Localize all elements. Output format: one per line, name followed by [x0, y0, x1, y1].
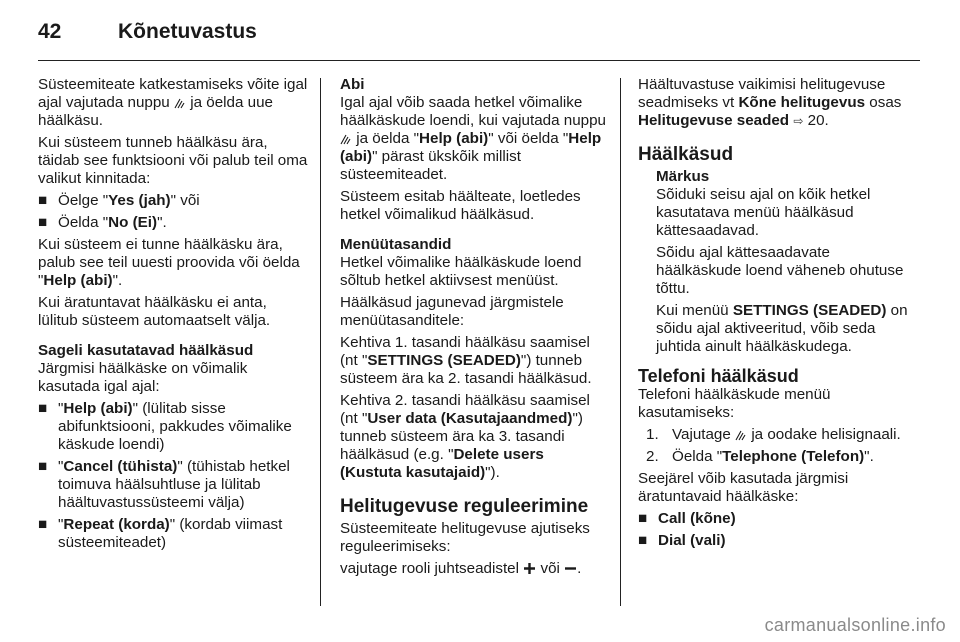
- subsection-heading: Telefoni häälkäsud: [638, 366, 799, 386]
- list-item: ■ Call (kõne): [638, 510, 736, 527]
- section-heading: Häälkäsud: [638, 144, 734, 165]
- page-number: 42: [38, 20, 62, 43]
- list-item: ■ Öelda "No (Ei)".: [38, 214, 167, 231]
- column-divider-2: [620, 78, 621, 606]
- paragraph: Kui süsteem ei tunne häälkäsku ära, palub see teil uuesti proovida või öelda "Help (abi)".: [38, 236, 300, 289]
- paragraph: Süsteem esitab häälteate, loetledes hetkel võimalikud häälkäsud.: [340, 188, 581, 223]
- paragraph: Järgmisi häälkäske on võimalik kasutada igal ajal:: [38, 360, 248, 395]
- subheading: Sageli kasutatavad häälkäsud: [38, 342, 254, 359]
- paragraph: Kehtiva 1. tasandi häälkäsu saamisel (nt "SETTINGS (SEADED)") tunneb süsteem ära ka 2. tasandi häälkäsud.: [340, 334, 592, 387]
- step-item: 1. Vajutage ja oodake helisignaali.: [646, 426, 901, 443]
- paragraph: Hetkel võimalike häälkäskude loend sõltub hetkel aktiivsest menüüst.: [340, 254, 582, 289]
- paragraph: vajutage rooli juhtseadistel või .: [340, 560, 582, 577]
- list-item: ■ Dial (vali): [638, 532, 726, 549]
- paragraph: Kehtiva 2. tasandi häälkäsu saamisel (nt "User data (Kasutajaandmed)") tunneb süsteem ära ka 3. tasandi häälkäsud (e.g. "Delete users (Kustuta kasutajaid)").: [340, 392, 590, 481]
- column-3: [638, 76, 908, 554]
- column-divider-1: [320, 78, 321, 606]
- paragraph: Sõiduki seisu ajal on kõik hetkel kasutatava menüü häälkäsud kättesaadavad.: [656, 186, 871, 239]
- paragraph: Süsteemiteate katkestamiseks võite igal ajal vajutada nuppu ja öelda uue häälkäsu.: [38, 76, 308, 129]
- paragraph: Kui süsteem tunneb häälkäsu ära, täidab see funktsiooni või palub teil oma valikut kinnitada:: [38, 134, 308, 187]
- column-2: [340, 76, 608, 582]
- page-reference-arrow-icon: ⇨: [793, 114, 804, 128]
- paragraph: Seejärel võib kasutada järgmisi äratuntavaid häälkäske:: [638, 470, 849, 505]
- paragraph: Sõidu ajal kättesaadavate häälkäskude loend väheneb ohutuse tõttu.: [656, 244, 904, 297]
- plus-icon: [523, 562, 536, 575]
- watermark: carmanualsonline.info: [764, 615, 946, 635]
- page-title: Kõnetuvastus: [118, 20, 257, 43]
- section-heading: Helitugevuse reguleerimine: [340, 496, 589, 517]
- list-item: ■ Öelge "Yes (jah)" või: [38, 192, 200, 209]
- subheading: Abi: [340, 76, 365, 93]
- list-item: ■ "Help (abi)" (lülitab sisse abifunktsiooni, pakkudes võimalike käskude loendi): [38, 400, 292, 453]
- note-box: [638, 168, 908, 356]
- paragraph: Süsteemiteate helitugevuse ajutiseks reguleerimiseks:: [340, 520, 590, 555]
- minus-icon: [564, 562, 577, 575]
- paragraph: Kui menüü SETTINGS (SEADED) on sõidu ajal aktiveeritud, võib seda juhtida ainult häälkäskudega.: [656, 302, 908, 355]
- column-1: [38, 76, 308, 556]
- voice-button-icon: [340, 133, 352, 145]
- list-item: ■ "Repeat (korda)" (kordab viimast süsteemiteadet): [38, 516, 283, 551]
- list-item: ■ "Cancel (tühista)" (tühistab hetkel toimuva häälsuhtluse ja lülitab häältuvastussüsteemi välja): [38, 458, 290, 511]
- paragraph: Telefoni häälkäskude menüü kasutamiseks:: [638, 386, 831, 421]
- paragraph: Häältuvastuse vaikimisi helitugevuse seadmiseks vt Kõne helitugevus osas Helitugevuse seaded ⇨ 20.: [638, 76, 902, 129]
- voice-button-icon: [735, 429, 747, 441]
- step-item: 2. Öelda "Telephone (Telefon)".: [646, 448, 874, 465]
- header-rule: [38, 60, 920, 61]
- paragraph: Häälkäsud jagunevad järgmistele menüütasanditele:: [340, 294, 564, 329]
- voice-button-icon: [174, 97, 186, 109]
- page-header: [38, 14, 920, 52]
- paragraph: Kui äratuntavat häälkäsku ei anta, lülitub süsteem automaatselt välja.: [38, 294, 271, 329]
- subheading: Menüütasandid: [340, 236, 452, 253]
- paragraph: Igal ajal võib saada hetkel võimalike häälkäskude loendi, kui vajutada nuppu ja öelda "Help (abi)" või öelda "Help (abi)" pärast ükskõik millist süsteemiteadet.: [340, 94, 606, 183]
- page-reference[interactable]: 20.: [807, 112, 829, 129]
- note-title: Märkus: [656, 168, 710, 185]
